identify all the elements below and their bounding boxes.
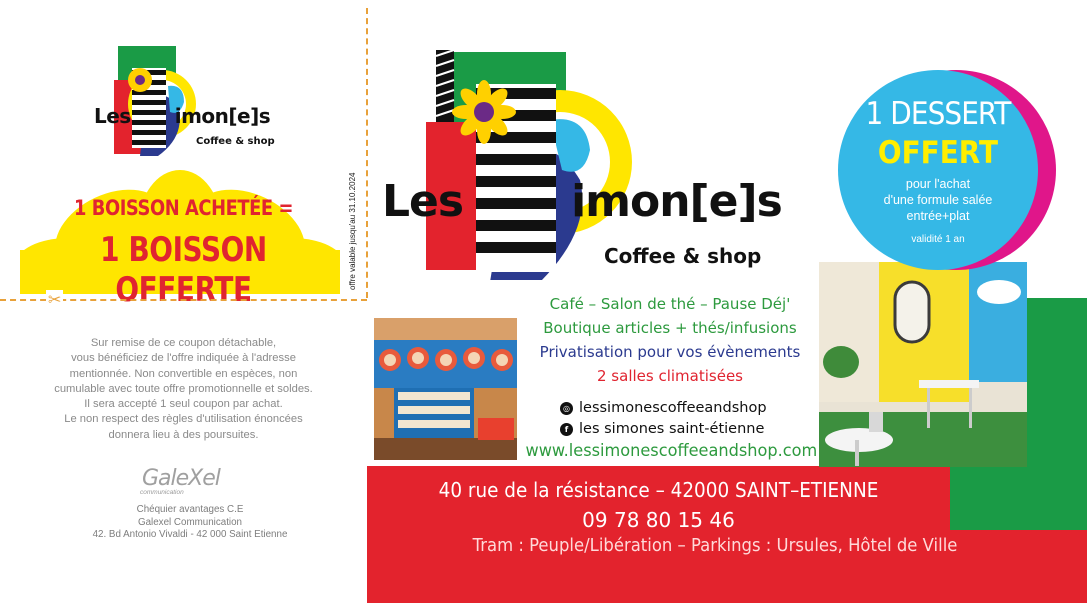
- address: 40 rue de la résistance – 42000 SAINT–ETIENNE: [438, 478, 879, 502]
- cafe-photo: [819, 262, 1027, 467]
- logo-main-tagline: Coffee & shop: [604, 244, 762, 268]
- terms-line: Il sera accepté 1 seul coupon par achat.: [84, 398, 283, 411]
- access-info: Tram : Peuple/Libération – Parkings : Ursules, Hôtel de Ville: [472, 536, 958, 556]
- service-line: Boutique articles + thés/infusions: [543, 319, 797, 337]
- instagram-icon: ◎: [560, 402, 573, 415]
- badge-validity: validité 1 an: [911, 234, 965, 245]
- logo-small-les: Les: [94, 104, 131, 128]
- galexel-logo: GaleXel: [142, 466, 220, 491]
- terms-line: Sur remise de ce coupon détachable,: [90, 337, 277, 349]
- coupon-validity: offre valable jusqu'au 31.10.2024: [348, 172, 357, 290]
- sponsor-line: Chéquier avantages C.E: [136, 504, 244, 515]
- logo-main-les: Les: [382, 176, 464, 227]
- instagram-row: [560, 398, 767, 419]
- logo-small-simones: imon[e]s: [174, 104, 271, 128]
- scissors-icon: ✂: [48, 290, 62, 309]
- logo-main-simones: imon[e]s: [571, 176, 782, 227]
- shop-photo: [374, 318, 517, 460]
- terms-line: cumulable avec toute offre promotionnelle et soldes.: [54, 382, 313, 395]
- service-line: 2 salles climatisées: [597, 367, 743, 385]
- website-url: www.lessimonescoffeeandshop.com: [525, 441, 818, 461]
- badge-title: 1 DESSERT: [865, 96, 1011, 132]
- instagram-handle: lessimonescoffeeandshop: [579, 400, 767, 416]
- badge-detail-line: d'une formule salée: [883, 193, 993, 207]
- green-block-overlap: [950, 466, 1087, 530]
- badge-details: [840, 176, 1036, 224]
- terms-line: donnera lieu à des poursuites.: [108, 428, 259, 441]
- logo-main-text: [382, 176, 782, 227]
- sponsor-line: Galexel Communication: [137, 516, 242, 528]
- logo-small-tagline: Coffee & shop: [196, 136, 275, 147]
- phone-number: 09 78 80 15 46: [582, 508, 735, 532]
- terms-line: mentionnée. Non convertible en espèces, non: [69, 367, 298, 380]
- coupon-offer-line2: 1 BOISSON OFFERTE: [100, 230, 267, 310]
- badge-detail-line: pour l'achat: [905, 177, 971, 191]
- galexel-logo-sub: communication: [140, 489, 184, 496]
- facebook-icon: f: [560, 423, 573, 436]
- sponsor-info: [60, 504, 320, 542]
- sponsor-line: 42. Bd Antonio Vivaldi - 42 000 Saint Etienne: [92, 529, 288, 540]
- logo-small-text: [94, 104, 270, 128]
- terms-line: Le non respect des règles d'utilisation énoncées: [64, 413, 303, 426]
- coupon-terms: [20, 336, 347, 443]
- coupon-offer-line1: 1 BOISSON ACHETÉE =: [73, 196, 294, 220]
- service-line: Privatisation pour vos évènements: [539, 343, 801, 361]
- badge-offer: OFFERT: [877, 135, 999, 171]
- services-list: [515, 292, 825, 388]
- terms-line: vous bénéficiez de l'offre indiquée à l'adresse: [71, 352, 296, 365]
- facebook-row: [560, 419, 767, 440]
- cut-line-vertical: [366, 8, 368, 298]
- badge-detail-line: entrée+plat: [906, 209, 970, 223]
- facebook-handle: les simones saint-étienne: [579, 421, 765, 437]
- service-line: Café – Salon de thé – Pause Déj': [549, 295, 791, 313]
- social-links: [560, 398, 767, 440]
